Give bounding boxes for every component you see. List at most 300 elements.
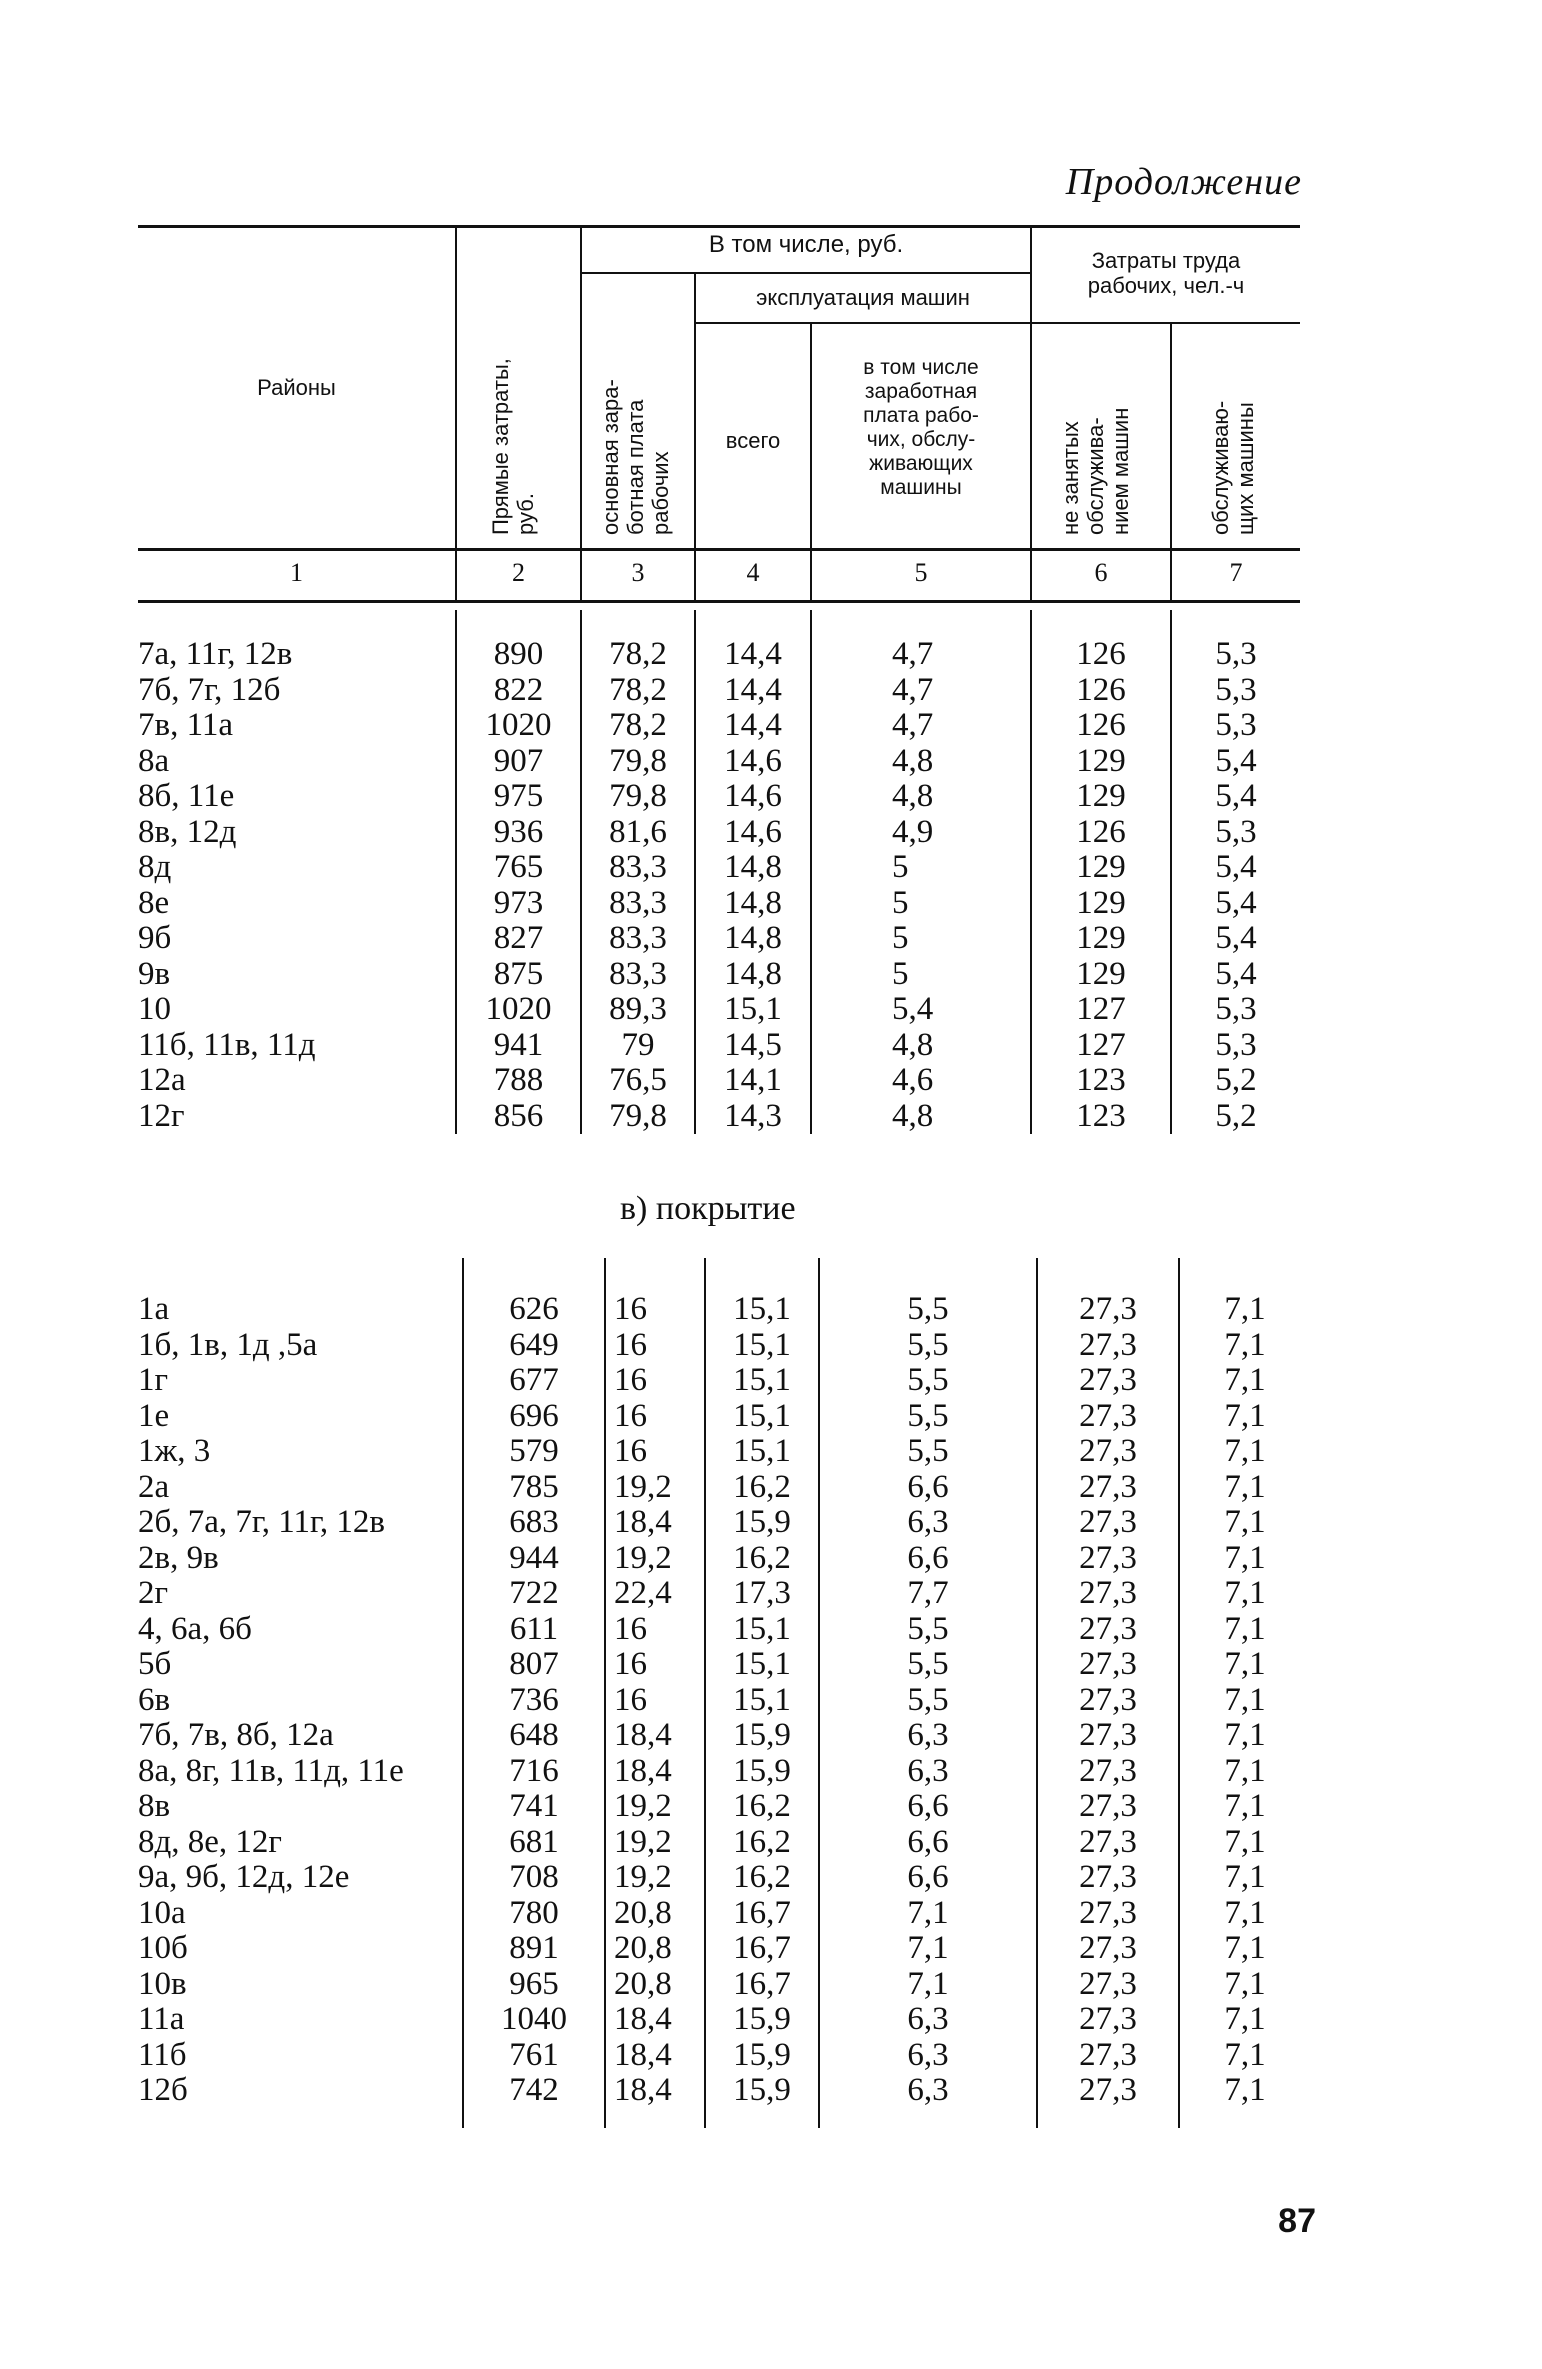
t1-direct-cell: 788 <box>493 1062 544 1098</box>
t1-labor-mach-cell: 5,2 <box>1215 1062 1257 1098</box>
t1-total-cell: 14,5 <box>724 1026 782 1063</box>
t1-labor-mach-cell: 5,3 <box>1215 1026 1257 1063</box>
t2-region-cell: 11б <box>138 2036 187 2073</box>
t1-region-cell: 9в <box>138 955 171 992</box>
t2-total-cell: 16,2 <box>733 1539 791 1576</box>
t2-labor-mach-cell: 7,1 <box>1224 1326 1266 1363</box>
t2-labor-not-cell: 27,3 <box>1079 1575 1137 1611</box>
t2-base-cell: 18,4 <box>614 2001 672 2037</box>
t2-total-cell: 17,3 <box>733 1575 791 1611</box>
t2-wage-cell: 7,1 <box>907 1894 949 1931</box>
t2-base-cell: 16 <box>614 1362 647 1398</box>
t2-labor-mach-cell: 7,1 <box>1224 1646 1266 1682</box>
t1-region-cell: 8б, 11е <box>138 778 235 814</box>
t1-direct-cell: 973 <box>493 884 544 921</box>
t2-wage-cell: 5,5 <box>907 1610 949 1647</box>
t2-wage-cell: 5,5 <box>907 1681 949 1718</box>
t1-total-cell: 14,4 <box>724 707 782 743</box>
t2-total-cell: 15,1 <box>733 1326 791 1363</box>
t1-wage-cell: 4,7 <box>892 671 934 708</box>
t2-direct-cell: 681 <box>509 1823 559 1860</box>
t2-wage-cell: 5,5 <box>907 1397 949 1434</box>
t2-total-cell: 15,9 <box>733 1717 791 1753</box>
t2-labor-mach-cell: 7,1 <box>1224 1823 1266 1860</box>
t1-base-cell: 83,3 <box>609 884 667 921</box>
t1-region-cell: 7б, 7г, 12б <box>138 671 281 708</box>
t1-region-cell: 8д <box>138 849 172 885</box>
t2-region-cell: 10б <box>138 1930 188 1966</box>
t2-wage-cell: 5,5 <box>907 1433 949 1469</box>
colnum-3: 3 <box>631 558 645 587</box>
t2-wage-cell: 6,3 <box>907 2036 949 2073</box>
header-machine-op: эксплуатация машин <box>756 285 970 310</box>
t2-region-cell: 6в <box>138 1681 171 1718</box>
t2-region-cell: 12б <box>138 2072 188 2108</box>
t2-total-cell: 15,1 <box>733 1646 791 1682</box>
t2-wage-cell: 5,5 <box>907 1362 949 1398</box>
t1-labor-not-cell: 129 <box>1076 920 1126 956</box>
t1-labor-mach-cell: 5,4 <box>1215 955 1257 992</box>
t2-wage-cell: 5,5 <box>907 1291 949 1327</box>
t2-total-column <box>706 1292 818 2109</box>
labor-group-rule <box>1030 322 1300 324</box>
t2-region-cell: 1ж, 3 <box>138 1433 211 1469</box>
t1-base-cell: 79 <box>621 1026 655 1063</box>
t2-labor-mach-cell: 7,1 <box>1224 1575 1266 1611</box>
t2-vline-2 <box>604 1258 606 2128</box>
t2-labor-mach-cell: 7,1 <box>1224 1433 1266 1469</box>
t2-region-cell: 9а, 9б, 12д, 12е <box>138 1859 350 1895</box>
t2-total-cell: 15,1 <box>733 1433 791 1469</box>
t2-total-cell: 16,2 <box>733 1788 791 1824</box>
t1-total-cell: 14,8 <box>724 884 782 921</box>
t1-base-cell: 78,2 <box>609 671 667 708</box>
t2-total-cell: 16,7 <box>733 1965 791 2002</box>
t2-direct-cell: 742 <box>509 2072 559 2108</box>
t2-labor-not-cell: 27,3 <box>1079 1504 1137 1540</box>
t2-total-cell: 16,2 <box>733 1859 791 1895</box>
t2-labor-not-cell: 27,3 <box>1079 1717 1137 1753</box>
t1-wage-cell: 5 <box>892 955 909 992</box>
t2-direct-cell: 722 <box>509 1575 559 1611</box>
t1-labor-mach-cell: 5,3 <box>1215 707 1257 743</box>
t1-direct-cell: 907 <box>493 742 544 779</box>
header-regions: Районы <box>257 375 336 400</box>
t1-base-cell: 81,6 <box>609 813 667 850</box>
t1-wage-cell: 4,8 <box>892 778 934 814</box>
t2-region-cell: 10в <box>138 1965 187 2002</box>
colnum-2: 2 <box>512 558 525 587</box>
t1-total-cell: 14,4 <box>724 671 782 708</box>
t2-base-cell: 19,2 <box>614 1539 672 1576</box>
t1-base-column <box>582 637 694 1134</box>
t1-labor-not-cell: 127 <box>1076 1026 1126 1063</box>
t2-base-cell: 19,2 <box>614 1468 672 1505</box>
t2-labor-not-cell: 27,3 <box>1079 1468 1137 1505</box>
t1-labor-mach-cell: 5,3 <box>1215 813 1257 850</box>
t2-region-cell: 1г <box>138 1362 169 1398</box>
t2-total-cell: 15,9 <box>733 1752 791 1789</box>
t1-direct-cell: 941 <box>493 1026 544 1063</box>
t1-region-cell: 8а <box>138 742 170 779</box>
t2-labor-mach-cell: 7,1 <box>1224 1752 1266 1789</box>
t1-wage-cell: 5 <box>892 920 909 956</box>
t2-base-cell: 18,4 <box>614 1717 672 1753</box>
t2-base-cell: 20,8 <box>614 1965 672 2002</box>
t2-wage-cell: 6,3 <box>907 1717 949 1753</box>
t1-total-cell: 14,1 <box>724 1062 782 1098</box>
t1-total-cell: 14,8 <box>724 955 782 992</box>
t2-base-cell: 19,2 <box>614 1859 672 1895</box>
t2-labor-not-cell: 27,3 <box>1079 1823 1137 1860</box>
t1-wage-cell: 5 <box>892 849 909 885</box>
t1-base-cell: 83,3 <box>609 920 667 956</box>
t2-region-cell: 10а <box>138 1894 186 1931</box>
t2-labor-not-cell: 27,3 <box>1079 1539 1137 1576</box>
continuation-label: Продолжение <box>1065 161 1302 203</box>
colnum-5: 5 <box>914 558 928 587</box>
header-labor: Затраты труда рабочих, чел.-ч <box>1087 248 1245 298</box>
t1-region-cell: 8е <box>138 884 170 921</box>
t2-labor-mach-cell: 7,1 <box>1224 1965 1266 2002</box>
t1-total-cell: 14,8 <box>724 849 782 885</box>
t1-labor-mach-cell: 5,3 <box>1215 671 1257 708</box>
t2-labor-mach-cell: 7,1 <box>1224 1894 1266 1931</box>
t2-direct-cell: 944 <box>509 1539 559 1576</box>
t2-wage-cell: 6,3 <box>907 2072 949 2108</box>
t2-region-cell: 2в, 9в <box>138 1539 219 1576</box>
t2-base-cell: 16 <box>614 1397 647 1434</box>
t2-region-cell: 8а, 8г, 11в, 11д, 11е <box>138 1752 404 1789</box>
t2-base-cell: 18,4 <box>614 1752 672 1789</box>
t2-labor-not-cell: 27,3 <box>1079 1646 1137 1682</box>
t1-region-cell: 12а <box>138 1062 186 1098</box>
t2-labor-mach-cell: 7,1 <box>1224 1504 1266 1540</box>
t2-total-cell: 16,7 <box>733 1930 791 1966</box>
t2-labor-not-column <box>1038 1292 1178 2109</box>
t1-labor-not-cell: 129 <box>1076 742 1126 779</box>
machine-op-rule <box>696 322 1030 324</box>
t2-region-cell: 5б <box>138 1646 172 1682</box>
t2-wage-cell: 6,6 <box>907 1859 949 1895</box>
t2-labor-mach-cell: 7,1 <box>1224 1859 1266 1895</box>
t1-vline-4 <box>810 610 812 1134</box>
t1-wage-cell: 4,7 <box>892 636 934 672</box>
t2-region-cell: 2а <box>138 1468 170 1505</box>
t2-wage-column <box>820 1292 1036 2109</box>
t2-direct-column <box>464 1292 604 2109</box>
t2-labor-mach-cell: 7,1 <box>1224 2072 1266 2108</box>
t2-direct-cell: 649 <box>509 1326 559 1363</box>
t2-region-cell: 8д, 8е, 12г <box>138 1823 282 1860</box>
t2-base-cell: 16 <box>614 1326 647 1363</box>
colnum-6: 6 <box>1094 558 1108 587</box>
t2-labor-mach-cell: 7,1 <box>1224 1788 1266 1824</box>
t2-total-cell: 15,9 <box>733 2001 791 2037</box>
t1-direct-cell: 1020 <box>485 707 552 743</box>
t2-total-cell: 15,1 <box>733 1681 791 1718</box>
t1-labor-not-cell: 129 <box>1076 778 1126 814</box>
t1-direct-cell: 765 <box>493 849 544 885</box>
t1-labor-mach-column <box>1172 637 1300 1134</box>
t2-labor-not-cell: 27,3 <box>1079 1965 1137 2002</box>
t1-region-cell: 9б <box>138 920 172 956</box>
t2-labor-not-cell: 27,3 <box>1079 1681 1137 1718</box>
t1-labor-not-cell: 129 <box>1076 884 1126 921</box>
t1-total-cell: 14,8 <box>724 920 782 956</box>
t2-direct-cell: 741 <box>509 1788 559 1824</box>
t1-direct-column <box>457 637 580 1134</box>
t1-wage-cell: 4,6 <box>892 1062 934 1098</box>
t2-direct-cell: 785 <box>509 1468 559 1505</box>
t2-wage-cell: 6,6 <box>907 1788 949 1824</box>
t1-total-cell: 14,4 <box>724 636 782 672</box>
t2-region-cell: 4, 6а, 6б <box>138 1610 252 1647</box>
t2-total-cell: 16,7 <box>733 1894 791 1931</box>
colnum-1: 1 <box>290 558 303 587</box>
t1-labor-not-cell: 126 <box>1076 671 1126 708</box>
t2-total-cell: 15,9 <box>733 2072 791 2108</box>
t1-labor-mach-cell: 5,4 <box>1215 920 1257 956</box>
colnum-7: 7 <box>1229 558 1243 587</box>
t2-labor-not-cell: 27,3 <box>1079 1362 1137 1398</box>
t2-region-cell: 2г <box>138 1575 169 1611</box>
header-incl-wage: в том числе заработная плата рабо- чих, обслу- живающих машины <box>863 356 979 499</box>
t1-regions-column <box>138 637 448 1134</box>
t1-total-column <box>696 637 810 1134</box>
t2-labor-mach-cell: 7,1 <box>1224 1291 1266 1327</box>
t1-region-cell: 12г <box>138 1097 185 1134</box>
t2-total-cell: 16,2 <box>733 1468 791 1505</box>
t2-direct-cell: 891 <box>509 1930 559 1966</box>
t2-total-cell: 15,1 <box>733 1362 791 1398</box>
t1-base-cell: 89,3 <box>609 991 667 1027</box>
t2-total-cell: 15,9 <box>733 2036 791 2073</box>
t1-base-cell: 79,8 <box>609 778 667 814</box>
t2-direct-cell: 683 <box>509 1504 559 1540</box>
t2-direct-cell: 579 <box>509 1433 559 1469</box>
t2-base-cell: 16 <box>614 1681 647 1718</box>
header-bottom-rule <box>138 548 1300 551</box>
t2-wage-cell: 5,5 <box>907 1646 949 1682</box>
t1-labor-not-cell: 129 <box>1076 849 1126 885</box>
t1-total-cell: 14,6 <box>724 778 782 814</box>
t2-wage-cell: 7,7 <box>907 1575 949 1611</box>
t2-labor-mach-cell: 7,1 <box>1224 1930 1266 1966</box>
t2-direct-cell: 780 <box>509 1894 559 1931</box>
t1-labor-not-column <box>1032 637 1170 1134</box>
t2-direct-cell: 716 <box>509 1752 559 1789</box>
t1-labor-mach-cell: 5,2 <box>1215 1097 1257 1134</box>
t2-region-cell: 1б, 1в, 1д ,5а <box>138 1326 318 1363</box>
t2-direct-cell: 626 <box>509 1291 559 1327</box>
t1-base-cell: 83,3 <box>609 849 667 885</box>
t2-regions-column <box>138 1292 458 2109</box>
t2-labor-mach-cell: 7,1 <box>1224 2036 1266 2073</box>
t1-labor-mach-cell: 5,4 <box>1215 742 1257 779</box>
t1-wage-cell: 4,8 <box>892 1097 934 1134</box>
t1-region-cell: 7а, 11г, 12в <box>138 636 293 672</box>
t2-base-column <box>614 1292 704 2109</box>
t2-base-cell: 16 <box>614 1433 647 1469</box>
t1-base-cell: 78,2 <box>609 636 667 672</box>
t2-wage-cell: 6,6 <box>907 1468 949 1505</box>
t1-direct-cell: 890 <box>493 636 544 672</box>
colnum-bottom-rule <box>138 600 1300 603</box>
t2-total-cell: 15,9 <box>733 1504 791 1540</box>
t2-wage-cell: 6,6 <box>907 1539 949 1576</box>
t2-base-cell: 16 <box>614 1646 647 1682</box>
t1-labor-not-cell: 129 <box>1076 955 1126 992</box>
t1-total-cell: 14,6 <box>724 742 782 779</box>
t2-labor-not-cell: 27,3 <box>1079 1326 1137 1363</box>
t2-total-cell: 15,1 <box>733 1291 791 1327</box>
t2-labor-mach-cell: 7,1 <box>1224 1397 1266 1434</box>
t1-wage-cell: 4,8 <box>892 1026 934 1063</box>
t1-wage-cell: 5,4 <box>892 991 934 1027</box>
t1-direct-cell: 856 <box>493 1097 544 1134</box>
header-machine: обслуживаю- щих машины <box>1208 400 1258 535</box>
t2-total-cell: 15,1 <box>733 1397 791 1434</box>
t2-base-cell: 18,4 <box>614 2036 672 2073</box>
t2-labor-mach-cell: 7,1 <box>1224 1468 1266 1505</box>
t1-direct-cell: 936 <box>493 813 544 850</box>
t1-labor-mach-cell: 5,4 <box>1215 849 1257 885</box>
t2-region-cell: 11а <box>138 2001 185 2037</box>
t2-wage-cell: 6,6 <box>907 1823 949 1860</box>
t1-direct-cell: 975 <box>493 778 544 814</box>
t1-wage-cell: 4,9 <box>892 813 934 850</box>
t2-total-cell: 15,1 <box>733 1610 791 1647</box>
t2-direct-cell: 696 <box>509 1397 559 1434</box>
t1-base-cell: 83,3 <box>609 955 667 992</box>
t2-base-cell: 19,2 <box>614 1823 672 1860</box>
t1-direct-cell: 827 <box>493 920 544 956</box>
t2-total-cell: 16,2 <box>733 1823 791 1860</box>
t2-base-cell: 16 <box>614 1610 647 1647</box>
colnum-4: 4 <box>746 558 760 587</box>
t1-labor-mach-cell: 5,4 <box>1215 884 1257 921</box>
t1-direct-cell: 1020 <box>485 991 552 1027</box>
t1-labor-mach-cell: 5,3 <box>1215 991 1257 1027</box>
t1-labor-not-cell: 126 <box>1076 813 1126 850</box>
t2-labor-not-cell: 27,3 <box>1079 1788 1137 1824</box>
t1-direct-cell: 875 <box>493 955 544 992</box>
t2-labor-mach-cell: 7,1 <box>1224 1610 1266 1647</box>
t1-total-cell: 14,6 <box>724 813 782 850</box>
t2-base-cell: 20,8 <box>614 1930 672 1966</box>
t2-base-cell: 20,8 <box>614 1894 672 1931</box>
header-base-wage: основная зара- ботная плата рабочих <box>598 379 673 535</box>
t2-direct-cell: 708 <box>509 1859 559 1895</box>
t2-region-cell: 1а <box>138 1291 170 1327</box>
page-number: 87 <box>1278 2202 1316 2240</box>
t1-region-cell: 11б, 11в, 11д <box>138 1026 316 1063</box>
t2-labor-not-cell: 27,3 <box>1079 2001 1137 2037</box>
t1-labor-mach-cell: 5,3 <box>1215 636 1257 672</box>
t1-wage-cell: 4,7 <box>892 707 934 743</box>
t2-direct-cell: 677 <box>509 1362 559 1398</box>
t1-region-cell: 7в, 11а <box>138 707 234 743</box>
t2-wage-cell: 7,1 <box>907 1930 949 1966</box>
t1-wage-cell: 4,8 <box>892 742 934 779</box>
t2-labor-mach-cell: 7,1 <box>1224 1362 1266 1398</box>
t2-labor-not-cell: 27,3 <box>1079 1930 1137 1966</box>
t1-labor-not-cell: 126 <box>1076 636 1126 672</box>
section-title: в) покрытие <box>620 1190 796 1227</box>
t2-direct-cell: 761 <box>509 2036 559 2073</box>
header-direct-costs: Прямые затраты, руб. <box>488 358 538 535</box>
t2-direct-cell: 1040 <box>501 2001 567 2037</box>
t2-labor-not-cell: 27,3 <box>1079 1610 1137 1647</box>
t1-region-cell: 8в, 12д <box>138 813 237 850</box>
t1-labor-not-cell: 123 <box>1076 1097 1126 1134</box>
t2-labor-mach-column <box>1180 1292 1310 2109</box>
header-not-machine: не занятых обслужива- нием машин <box>1058 407 1133 535</box>
t2-labor-not-cell: 27,3 <box>1079 1752 1137 1789</box>
t2-labor-mach-cell: 7,1 <box>1224 2001 1266 2037</box>
t2-labor-mach-cell: 7,1 <box>1224 1717 1266 1753</box>
t2-labor-not-cell: 27,3 <box>1079 2036 1137 2073</box>
t1-labor-not-cell: 127 <box>1076 991 1126 1027</box>
t1-direct-cell: 822 <box>493 671 544 708</box>
t2-labor-not-cell: 27,3 <box>1079 1397 1137 1434</box>
t2-region-cell: 8в <box>138 1788 171 1824</box>
t2-direct-cell: 611 <box>509 1610 559 1647</box>
incl-group-rule <box>582 272 1030 274</box>
t1-total-cell: 15,1 <box>724 991 782 1027</box>
t2-region-cell: 2б, 7а, 7г, 11г, 12в <box>138 1504 385 1540</box>
t2-wage-cell: 6,3 <box>907 1504 949 1540</box>
t1-labor-mach-cell: 5,4 <box>1215 778 1257 814</box>
t2-labor-not-cell: 27,3 <box>1079 1859 1137 1895</box>
t1-base-cell: 79,8 <box>609 1097 667 1134</box>
t1-base-cell: 78,2 <box>609 707 667 743</box>
t2-wage-cell: 7,1 <box>907 1965 949 2002</box>
t2-base-cell: 18,4 <box>614 2072 672 2108</box>
header-total: всего <box>725 428 781 453</box>
t1-total-cell: 14,3 <box>724 1097 782 1134</box>
t2-labor-not-cell: 27,3 <box>1079 1894 1137 1931</box>
t1-wage-cell: 5 <box>892 884 909 921</box>
t2-region-cell: 7б, 7в, 8б, 12а <box>138 1717 334 1753</box>
t2-direct-cell: 648 <box>509 1717 559 1753</box>
t2-base-cell: 16 <box>614 1291 647 1327</box>
header-incl-group: В том числе, руб. <box>708 231 904 258</box>
t2-labor-mach-cell: 7,1 <box>1224 1539 1266 1576</box>
t2-labor-not-cell: 27,3 <box>1079 1291 1137 1327</box>
header-vline-2 <box>580 228 582 600</box>
t2-direct-cell: 807 <box>509 1646 559 1682</box>
t2-base-cell: 19,2 <box>614 1788 672 1824</box>
t1-region-cell: 10 <box>138 991 171 1027</box>
t1-labor-not-cell: 123 <box>1076 1062 1126 1098</box>
t2-base-cell: 22,4 <box>614 1575 672 1611</box>
t1-base-cell: 76,5 <box>609 1062 667 1098</box>
header-top-rule <box>138 225 1300 228</box>
header-vline-1 <box>455 228 457 600</box>
t1-base-cell: 79,8 <box>609 742 667 779</box>
t2-wage-cell: 6,3 <box>907 2001 949 2037</box>
t1-wage-column <box>892 637 1030 1134</box>
t1-labor-not-cell: 126 <box>1076 707 1126 743</box>
t2-labor-not-cell: 27,3 <box>1079 2072 1137 2108</box>
t2-direct-cell: 965 <box>509 1965 559 2002</box>
t2-region-cell: 1е <box>138 1397 170 1434</box>
t2-direct-cell: 736 <box>509 1681 559 1718</box>
t2-labor-not-cell: 27,3 <box>1079 1433 1137 1469</box>
t2-wage-cell: 6,3 <box>907 1752 949 1789</box>
